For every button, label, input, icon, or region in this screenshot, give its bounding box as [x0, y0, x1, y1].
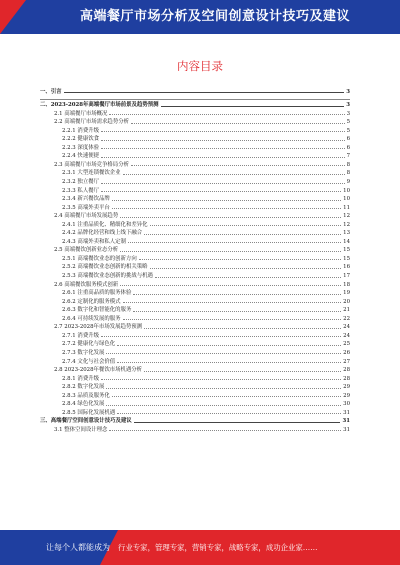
toc-entry[interactable] — [40, 356, 350, 365]
toc-entry[interactable] — [40, 416, 350, 425]
toc-entry[interactable] — [40, 228, 350, 237]
toc-entry[interactable] — [40, 399, 350, 408]
toc-leader-dots — [112, 396, 341, 397]
toc-leader-dots — [101, 157, 345, 158]
page-header — [0, 0, 400, 34]
toc-entry[interactable] — [40, 262, 350, 271]
toc-entry-label: 2.6.2 定制化的服务模式 — [62, 298, 121, 305]
toc-entry-page: 10 — [343, 196, 350, 203]
toc-entry-label: 2.3 高端餐厅市场竞争格局分析 — [54, 161, 129, 168]
toc-entry[interactable] — [40, 185, 350, 194]
toc-entry[interactable] — [40, 373, 350, 382]
toc-entry-page: 7 — [346, 153, 350, 160]
toc-leader-dots — [120, 251, 341, 252]
toc-entry-page: 5 — [346, 119, 350, 126]
toc-entry[interactable] — [40, 100, 350, 109]
toc-leader-dots — [109, 114, 344, 115]
toc-entry-page: 30 — [343, 401, 350, 408]
toc-entry[interactable] — [40, 151, 350, 160]
toc-leader-dots — [123, 174, 345, 175]
toc-leader-dots — [133, 294, 341, 295]
toc-entry-page: 26 — [343, 349, 350, 356]
toc-entry-label: 二、2023-2028年高端餐厅市场前景及趋势预测 — [40, 102, 159, 109]
toc-entry[interactable] — [40, 159, 350, 168]
toc-leader-dots — [101, 140, 345, 141]
toc-leader-dots — [161, 106, 345, 107]
toc-entry[interactable] — [40, 347, 350, 356]
toc-entry-label: 2.3.1 大型连锁餐饮企业 — [62, 170, 121, 177]
toc-entry-page: 17 — [343, 273, 350, 280]
toc-entry-label: 2.2.4 快速便捷 — [62, 153, 99, 160]
toc-leader-dots — [106, 353, 341, 354]
toc-title: 内容目录 — [177, 59, 223, 73]
toc-entry[interactable] — [40, 125, 350, 134]
toc-entry-label: 2.2.1 消费升级 — [62, 127, 99, 134]
toc-leader-dots — [117, 413, 341, 414]
toc-entry-label: 2.6.3 数字化和智能化的服务 — [62, 307, 132, 314]
toc-entry[interactable] — [40, 313, 350, 322]
toc-entry-page: 6 — [346, 136, 350, 143]
toc-leader-dots — [101, 379, 341, 380]
toc-entry-label: 2.5 高端餐饮创新业态分析 — [54, 247, 119, 254]
toc-entry-page: 31 — [342, 418, 350, 425]
toc-leader-dots — [101, 191, 341, 192]
toc-entry[interactable] — [40, 142, 350, 151]
toc-entry-page: 9 — [346, 179, 350, 186]
toc-leader-dots — [131, 165, 345, 166]
toc-leader-dots — [123, 302, 342, 303]
toc-entry-label: 2.6.4 可持续发展的服务 — [62, 315, 121, 322]
toc-entry-page: 11 — [343, 204, 350, 211]
toc-entry[interactable] — [40, 211, 350, 220]
toc-entry-label: 2.6.1 注重高品质的服务体验 — [62, 290, 132, 297]
toc-leader-dots — [128, 242, 341, 243]
toc-entry-label: 2.3.3 私人餐厅 — [62, 187, 99, 194]
toc-entry[interactable] — [40, 176, 350, 185]
toc-entry[interactable] — [40, 108, 350, 117]
toc-entry-label: 2.7.3 数字化发展 — [62, 349, 105, 356]
toc-entry-page: 31 — [343, 409, 350, 416]
toc-entry-label: 2.8.5 国际化发展机遇 — [62, 409, 116, 416]
toc-entry[interactable] — [40, 117, 350, 126]
toc-entry-label: 2.5.3 高端餐饮业态创新的挑战与机遇 — [62, 273, 153, 280]
toc-entry-label: 2.4.2 品牌化经营和线上线下融合 — [62, 230, 143, 237]
toc-entry[interactable] — [40, 365, 350, 374]
header-red-accent — [0, 0, 26, 34]
toc-entry-page: 3 — [346, 110, 350, 117]
toc-entry-label: 2.7.4 文化与社会价值 — [62, 358, 116, 365]
toc-entry[interactable] — [40, 194, 350, 203]
toc-entry-page: 3 — [346, 102, 350, 109]
toc-leader-dots — [150, 225, 342, 226]
toc-entry[interactable] — [40, 219, 350, 228]
toc-entry-page: 29 — [343, 392, 350, 399]
toc-leader-dots — [120, 217, 341, 218]
toc-entry-label: 2.3.4 新兴餐饮品牌 — [62, 196, 110, 203]
toc-entry-label: 2.3.5 高端外卖平台 — [62, 204, 110, 211]
toc-leader-dots — [120, 285, 341, 286]
toc-entry-page: 31 — [343, 426, 350, 433]
toc-entry-page: 25 — [343, 341, 350, 348]
toc-entry-label: 2.8.3 品质及服务化 — [62, 392, 110, 399]
toc-leader-dots — [123, 319, 342, 320]
toc-entry-label: 2.2.2 健康饮食 — [62, 136, 99, 143]
toc-entry-page: 18 — [343, 281, 350, 288]
toc-leader-dots — [117, 345, 341, 346]
toc-leader-dots — [117, 362, 341, 363]
toc-entry-page: 22 — [343, 315, 350, 322]
toc-entry-page: 20 — [343, 298, 350, 305]
toc-leader-dots — [101, 148, 345, 149]
toc-entry-label: 2.2.3 深度体验 — [62, 144, 99, 151]
toc-entry-label: 2.7.1 消费升级 — [62, 332, 99, 339]
toc-leader-dots — [101, 183, 345, 184]
toc-leader-dots — [131, 123, 345, 124]
toc-entry-page: 19 — [343, 290, 350, 297]
toc-entry-page: 21 — [343, 307, 350, 314]
toc-entry-page: 28 — [343, 367, 350, 374]
toc-entry[interactable] — [40, 270, 350, 279]
toc-entry[interactable] — [40, 407, 350, 416]
toc-entry-page: 10 — [343, 187, 350, 194]
toc-entry[interactable] — [40, 322, 350, 331]
toc-entry-label: 2.4 高端餐厅市场发展趋势 — [54, 213, 119, 220]
footer-right-text: 行业专家，管理专家，营销专家，战略专家，成功企业家…… — [118, 543, 318, 552]
toc-leader-dots — [112, 208, 341, 209]
toc-entry[interactable] — [40, 202, 350, 211]
toc-entry-label: 3.1 整体空间设计理念 — [54, 426, 108, 433]
toc-entry-label: 2.1 高端餐厅市场概况 — [54, 110, 108, 117]
toc-entry[interactable] — [40, 296, 350, 305]
toc-leader-dots — [150, 268, 342, 269]
toc-leader-dots — [144, 234, 341, 235]
toc-entry[interactable] — [40, 382, 350, 391]
toc-entry-page: 13 — [343, 230, 350, 237]
toc-entry-label: 2.8.1 消费升级 — [62, 375, 99, 382]
toc-leader-dots — [144, 371, 341, 372]
toc-entry[interactable] — [40, 253, 350, 262]
toc-leader-dots — [134, 422, 341, 423]
toc-entry-page: 14 — [343, 238, 350, 245]
toc-entry-label: 2.8.2 数字化发展 — [62, 384, 105, 391]
toc-entry-page: 6 — [346, 144, 350, 151]
toc-leader-dots — [112, 200, 341, 201]
toc-entry-page: 5 — [346, 127, 350, 134]
toc-leader-dots — [144, 328, 341, 329]
toc-entry-label: 2.7 2023-2028年市场发展趋势预测 — [54, 324, 143, 331]
toc-entry-label: 2.6 高端餐饮服务模式创新 — [54, 281, 119, 288]
footer-left-text: 让每个人都能成为 — [46, 543, 110, 552]
toc-entry-page: 29 — [343, 384, 350, 391]
header-title: 高端餐厅市场分析及空间创意设计技巧及建议 — [79, 9, 350, 24]
toc-entry[interactable] — [40, 236, 350, 245]
toc-entry[interactable] — [40, 168, 350, 177]
toc-leader-dots — [139, 259, 341, 260]
toc-entry-label: 2.5.1 高端餐饮业态的创新方向 — [62, 255, 137, 262]
toc-entry-page: 15 — [343, 255, 350, 262]
toc-entry-label: 2.5.2 高端餐饮业态创新的相关策略 — [62, 264, 148, 271]
table-of-contents — [40, 86, 350, 433]
toc-entry-page: 24 — [343, 324, 350, 331]
toc-entry-label: 一、引言 — [40, 88, 62, 95]
toc-entry[interactable] — [40, 279, 350, 288]
toc-leader-dots — [133, 311, 341, 312]
toc-entry[interactable] — [40, 245, 350, 254]
toc-entry-label: 2.2 高端餐厅市场需求趋势分析 — [54, 119, 129, 126]
toc-entry-page: 24 — [343, 332, 350, 339]
toc-entry-label: 三、高端餐厅空间创意设计技巧及建议 — [40, 418, 132, 425]
toc-entry-page: 8 — [346, 170, 350, 177]
toc-entry[interactable] — [40, 288, 350, 297]
toc-leader-dots — [106, 405, 341, 406]
toc-entry-page: 28 — [343, 375, 350, 382]
toc-entry-label: 2.8.4 绿色化发展 — [62, 401, 105, 408]
toc-entry-label: 2.7.2 健康化与绿色化 — [62, 341, 116, 348]
toc-entry-label: 2.4.1 注重品质化、精细化和差异化 — [62, 221, 148, 228]
toc-leader-dots — [101, 131, 345, 132]
toc-entry[interactable] — [40, 134, 350, 143]
toc-entry-page: 27 — [343, 358, 350, 365]
toc-entry[interactable] — [40, 86, 350, 95]
toc-entry[interactable] — [40, 330, 350, 339]
toc-entry-page: 16 — [343, 264, 350, 271]
toc-entry-page: 15 — [343, 247, 350, 254]
toc-leader-dots — [155, 277, 341, 278]
toc-leader-dots — [101, 336, 341, 337]
toc-entry[interactable] — [40, 305, 350, 314]
toc-leader-dots — [106, 388, 341, 389]
toc-entry-page: 8 — [346, 161, 350, 168]
toc-entry[interactable] — [40, 339, 350, 348]
toc-entry-label: 2.4.3 高端外卖和私人定制 — [62, 238, 126, 245]
toc-entry[interactable] — [40, 390, 350, 399]
page-footer — [0, 530, 400, 565]
toc-entry-label: 2.8 2023-2028年餐饮市场机遇分析 — [54, 367, 143, 374]
toc-entry[interactable] — [40, 424, 350, 433]
toc-entry-page: 12 — [343, 213, 350, 220]
toc-entry-page: 12 — [343, 221, 350, 228]
toc-entry-label: 2.3.2 独立餐厅 — [62, 179, 99, 186]
toc-entry-page: 3 — [346, 88, 350, 95]
toc-leader-dots — [109, 430, 341, 431]
toc-leader-dots — [64, 92, 345, 93]
